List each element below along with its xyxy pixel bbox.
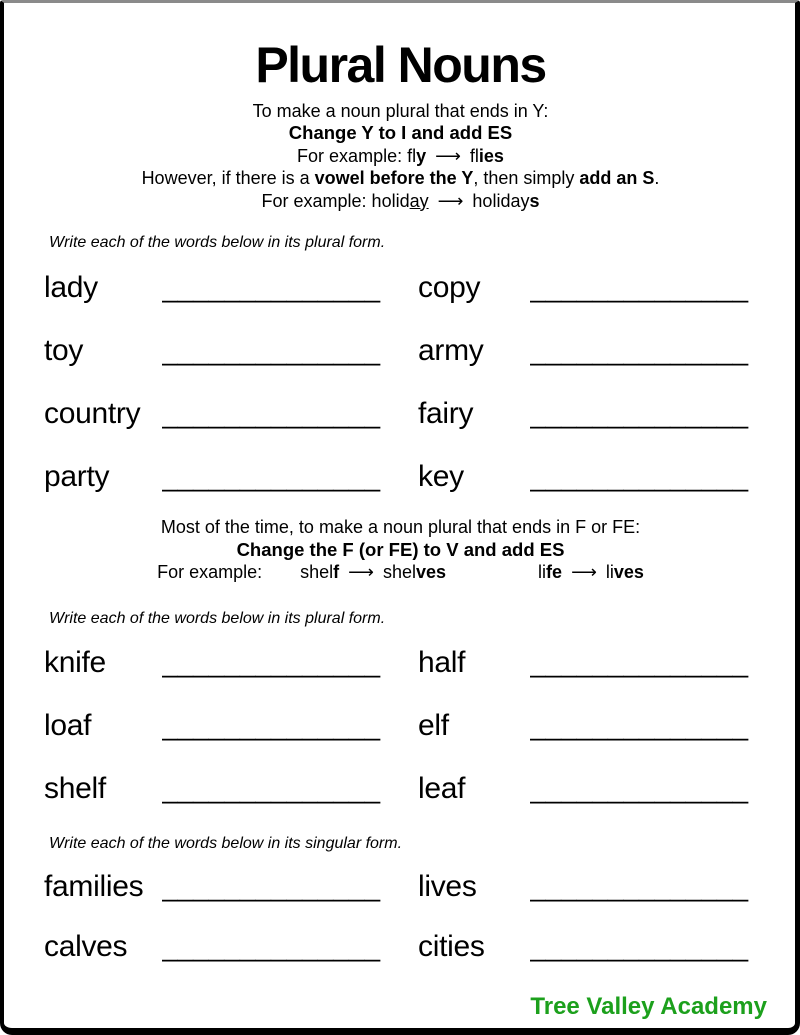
rule-intro-f: Most of the time, to make a noun plural that ends in F or FE: xyxy=(160,517,641,537)
answer-blank[interactable]: ______________ xyxy=(530,397,749,429)
exception-text: However, if there is a xyxy=(141,168,315,188)
example-underlined-suffix: ay xyxy=(409,190,429,211)
example-result-stem: fl xyxy=(469,145,479,166)
answer-blank[interactable]: ______________ xyxy=(162,773,381,804)
example-shelf xyxy=(300,561,446,584)
exception-bold-2: add an S xyxy=(579,168,655,188)
word-label: calves xyxy=(44,929,128,963)
example-bold-suffix: f xyxy=(333,562,340,582)
rule-statement-f: Change the F (or FE) to V and add ES xyxy=(236,538,565,560)
answer-blank[interactable]: ______________ xyxy=(162,460,381,492)
page-title: Plural Nouns xyxy=(255,37,546,93)
word-label: toy xyxy=(44,333,84,367)
answer-blank[interactable]: ______________ xyxy=(530,460,749,492)
answer-blank[interactable]: ______________ xyxy=(162,397,381,429)
example-result-suffix: ves xyxy=(416,562,447,582)
answer-blank[interactable]: ______________ xyxy=(162,710,381,741)
word-label: lady xyxy=(44,270,98,304)
directions-plural-2: Write each of the words below in its plural form. xyxy=(49,609,386,627)
word-label: shelf xyxy=(44,772,106,805)
rule-intro-y: To make a noun plural that ends in Y: xyxy=(252,100,549,121)
word-label: key xyxy=(418,459,464,493)
answer-blank[interactable]: ______________ xyxy=(162,647,381,678)
worksheet-row xyxy=(44,445,757,508)
right-arrow-icon: ⟶ xyxy=(435,145,461,166)
example-result-suffix-2: s xyxy=(529,190,540,211)
example-label: For example: fl xyxy=(297,145,417,166)
footer-brand: Tree Valley Academy xyxy=(530,993,767,1020)
worksheet-row xyxy=(44,382,757,445)
worksheet-row xyxy=(44,917,757,977)
exception-text-2: , then simply xyxy=(473,168,580,188)
example-stem: li xyxy=(538,562,547,582)
worksheet-row xyxy=(44,256,757,319)
exercise-section-singular xyxy=(44,857,757,977)
exception-bold-1: vowel before the Y xyxy=(314,168,474,188)
rule-block-f-endings xyxy=(44,516,757,584)
example-stem: shel xyxy=(300,562,334,582)
worksheet-row xyxy=(44,857,757,917)
example-result-suffix: ves xyxy=(613,562,644,582)
answer-blank[interactable]: ______________ xyxy=(530,710,749,741)
word-label: fairy xyxy=(418,396,474,430)
answer-blank[interactable]: ______________ xyxy=(162,930,381,962)
answer-blank[interactable]: ______________ xyxy=(530,334,749,366)
exercise-section-y-endings xyxy=(44,256,757,508)
word-label: army xyxy=(418,333,484,367)
answer-blank[interactable]: ______________ xyxy=(530,773,749,804)
word-label: copy xyxy=(418,270,481,304)
example-result-stem: shel xyxy=(382,562,416,582)
answer-blank[interactable]: ______________ xyxy=(162,334,381,366)
rule-statement-y: Change Y to I and add ES xyxy=(288,122,513,143)
example-label-3: For example: xyxy=(157,562,263,582)
word-label: country xyxy=(44,396,141,430)
worksheet-row xyxy=(44,695,757,758)
answer-blank[interactable]: ______________ xyxy=(530,271,749,303)
answer-blank[interactable]: ______________ xyxy=(530,930,749,962)
example-label-2: For example: holid xyxy=(261,190,410,211)
rule-block-y-endings xyxy=(44,100,757,213)
worksheet-row xyxy=(44,319,757,382)
word-label: leaf xyxy=(418,772,466,805)
word-label: half xyxy=(418,646,466,679)
right-arrow-icon: ⟶ xyxy=(571,562,597,582)
answer-blank[interactable]: ______________ xyxy=(162,870,381,902)
right-arrow-icon: ⟶ xyxy=(348,562,374,582)
word-label: loaf xyxy=(44,709,92,742)
rule-example-holiday xyxy=(44,190,757,213)
right-arrow-icon: ⟶ xyxy=(437,190,464,211)
word-label: knife xyxy=(44,646,106,679)
word-label: families xyxy=(44,869,144,903)
rule-example-fly xyxy=(44,145,757,168)
rule-exception-vowel xyxy=(44,167,757,190)
worksheet-row xyxy=(44,758,757,821)
example-life xyxy=(538,561,644,584)
rule-examples-f xyxy=(44,561,757,584)
answer-blank[interactable]: ______________ xyxy=(162,271,381,303)
example-bold-suffix: y xyxy=(416,145,427,166)
answer-blank[interactable]: ______________ xyxy=(530,870,749,902)
answer-blank[interactable]: ______________ xyxy=(530,647,749,678)
word-label: elf xyxy=(418,709,449,742)
worksheet-row xyxy=(44,632,757,695)
example-bold-suffix: fe xyxy=(546,562,563,582)
example-result-stem: li xyxy=(605,562,614,582)
word-label: lives xyxy=(418,869,477,903)
exercise-section-f-endings xyxy=(44,632,757,821)
example-result-stem-2: holiday xyxy=(472,190,530,211)
word-label: party xyxy=(44,459,110,493)
example-result-suffix: ies xyxy=(478,145,504,166)
directions-singular: Write each of the words below in its singular form. xyxy=(49,834,403,852)
exception-period: . xyxy=(654,168,660,188)
word-label: cities xyxy=(418,929,485,963)
directions-plural-1: Write each of the words below in its plural form. xyxy=(49,234,386,251)
